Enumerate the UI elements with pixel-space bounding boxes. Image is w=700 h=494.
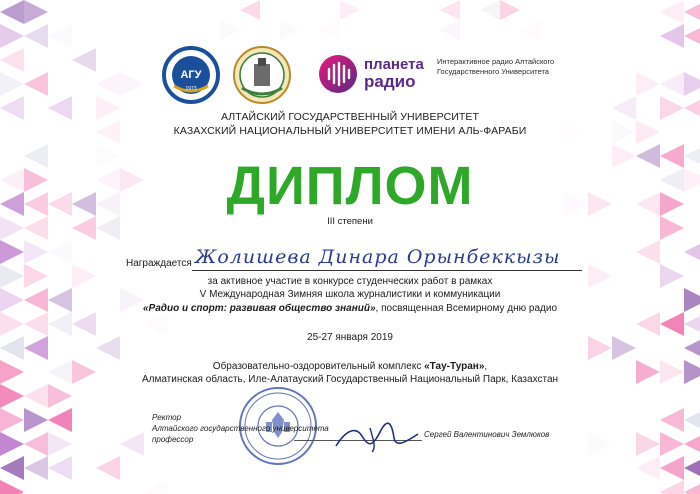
- decor-triangle: [636, 432, 660, 456]
- decor-triangle: [684, 72, 700, 96]
- decor-triangle: [144, 480, 168, 494]
- description-line-2: V Международная Зимняя школа журналистики и коммуникации: [199, 289, 501, 300]
- signatory-org: Алтайского государственного университета: [152, 424, 329, 433]
- decor-triangle: [684, 24, 700, 48]
- decor-triangle: [684, 480, 700, 494]
- decor-triangle: [520, 20, 540, 40]
- signatory-title: Ректор: [152, 413, 182, 422]
- venue-prefix: Образовательно-оздоровительный комплекс: [212, 361, 425, 372]
- decor-triangle: [0, 456, 24, 480]
- event-dedication: , посвященная Всемирному дню радио: [375, 303, 558, 314]
- decor-triangle: [24, 432, 48, 456]
- decor-triangle: [48, 24, 72, 48]
- decor-triangle: [636, 456, 660, 480]
- decor-triangle: [500, 0, 520, 20]
- decor-triangle: [48, 384, 72, 408]
- agu-logo-year: 1973: [185, 86, 197, 92]
- decor-triangle: [24, 72, 48, 96]
- decor-triangle: [320, 20, 340, 40]
- radio-name-line1: планета: [364, 56, 424, 73]
- decor-triangle: [480, 0, 500, 20]
- venue-name: «Тау-Туран»: [424, 361, 485, 372]
- decor-triangle: [684, 0, 700, 24]
- description-line-1: за активное участие в конкурсе студенческих работ в рамках: [207, 276, 493, 287]
- decor-triangle: [660, 72, 684, 96]
- handwritten-signature: [332, 418, 422, 454]
- decor-triangle: [220, 20, 240, 40]
- decor-triangle: [24, 240, 48, 264]
- decor-triangle: [660, 408, 684, 432]
- decor-triangle: [48, 432, 72, 456]
- awardee-name: Жолишева Динара Орынбеккызы: [195, 246, 561, 268]
- decor-triangle: [96, 72, 120, 96]
- diploma-title: ДИПЛОМ: [226, 156, 474, 216]
- decor-triangle: [120, 432, 144, 456]
- description-line-3: [0, 302, 700, 315]
- decor-triangle: [0, 48, 24, 72]
- decor-triangle: [588, 432, 612, 456]
- event-dates: 25-27 января 2019: [307, 332, 393, 343]
- decor-triangle: [0, 408, 24, 432]
- decor-triangle: [280, 20, 300, 40]
- decor-triangle: [24, 0, 48, 24]
- awarded-label: Награждается: [126, 258, 192, 269]
- decor-triangle: [48, 408, 72, 432]
- university-line-2: КАЗАХСКИЙ НАЦИОНАЛЬНЫЙ УНИВЕРСИТЕТ ИМЕНИ АЛЬ-ФАРАБИ: [173, 125, 527, 137]
- decor-triangle: [0, 480, 24, 494]
- decor-triangle: [240, 0, 260, 20]
- venue-suffix: ,: [484, 361, 488, 372]
- event-title: «Радио и спорт: развивая общество знаний»: [142, 303, 376, 314]
- decor-triangle: [684, 240, 700, 264]
- radio-name: [364, 56, 424, 90]
- degree-label: III степени: [327, 216, 373, 227]
- decor-triangle: [440, 0, 460, 20]
- decor-triangle: [684, 432, 700, 456]
- decor-triangle: [0, 0, 24, 24]
- decor-triangle: [636, 240, 660, 264]
- university-line-1: АЛТАЙСКИЙ ГОСУДАРСТВЕННЫЙ УНИВЕРСИТЕТ: [220, 111, 480, 123]
- radio-description: Интерактивное радио Алтайского Государственного Университета: [437, 57, 555, 76]
- decor-triangle: [24, 456, 48, 480]
- decor-triangle: [0, 24, 24, 48]
- venue-line-1: [0, 360, 700, 373]
- decor-triangle: [660, 24, 684, 48]
- decor-triangle: [24, 384, 48, 408]
- decor-triangle: [48, 456, 72, 480]
- decor-triangle: [0, 384, 24, 408]
- decor-triangle: [0, 72, 24, 96]
- agu-logo-icon: [162, 46, 220, 104]
- signatory-name: Сергей Валентинович Землюков: [424, 430, 550, 439]
- decor-triangle: [120, 72, 144, 96]
- decor-triangle: [660, 480, 684, 494]
- decor-triangle: [660, 432, 684, 456]
- decor-triangle: [684, 408, 700, 432]
- decor-triangle: [48, 240, 72, 264]
- awardee-underline: [192, 270, 582, 271]
- decor-triangle: [72, 48, 96, 72]
- decor-triangle: [660, 456, 684, 480]
- decor-triangle: [440, 20, 460, 40]
- decor-triangle: [340, 0, 360, 20]
- planeta-radio-logo-icon: [318, 54, 358, 94]
- decor-triangle: [96, 456, 120, 480]
- decor-triangle: [24, 408, 48, 432]
- agu-logo-text: АГУ: [180, 69, 202, 81]
- decor-triangle: [684, 456, 700, 480]
- decor-triangle: [636, 72, 660, 96]
- decor-triangle: [0, 432, 24, 456]
- decor-triangle: [0, 240, 24, 264]
- kaznu-emblem-icon: [232, 44, 292, 106]
- signatory-rank: профессор: [152, 435, 194, 444]
- decor-triangle: [24, 24, 48, 48]
- radio-name-line2: радио: [364, 72, 416, 91]
- venue-line-2: Алматинская область, Иле-Алатауский Государственный Национальный Парк, Казахстан: [141, 374, 559, 385]
- decor-triangle: [660, 0, 684, 24]
